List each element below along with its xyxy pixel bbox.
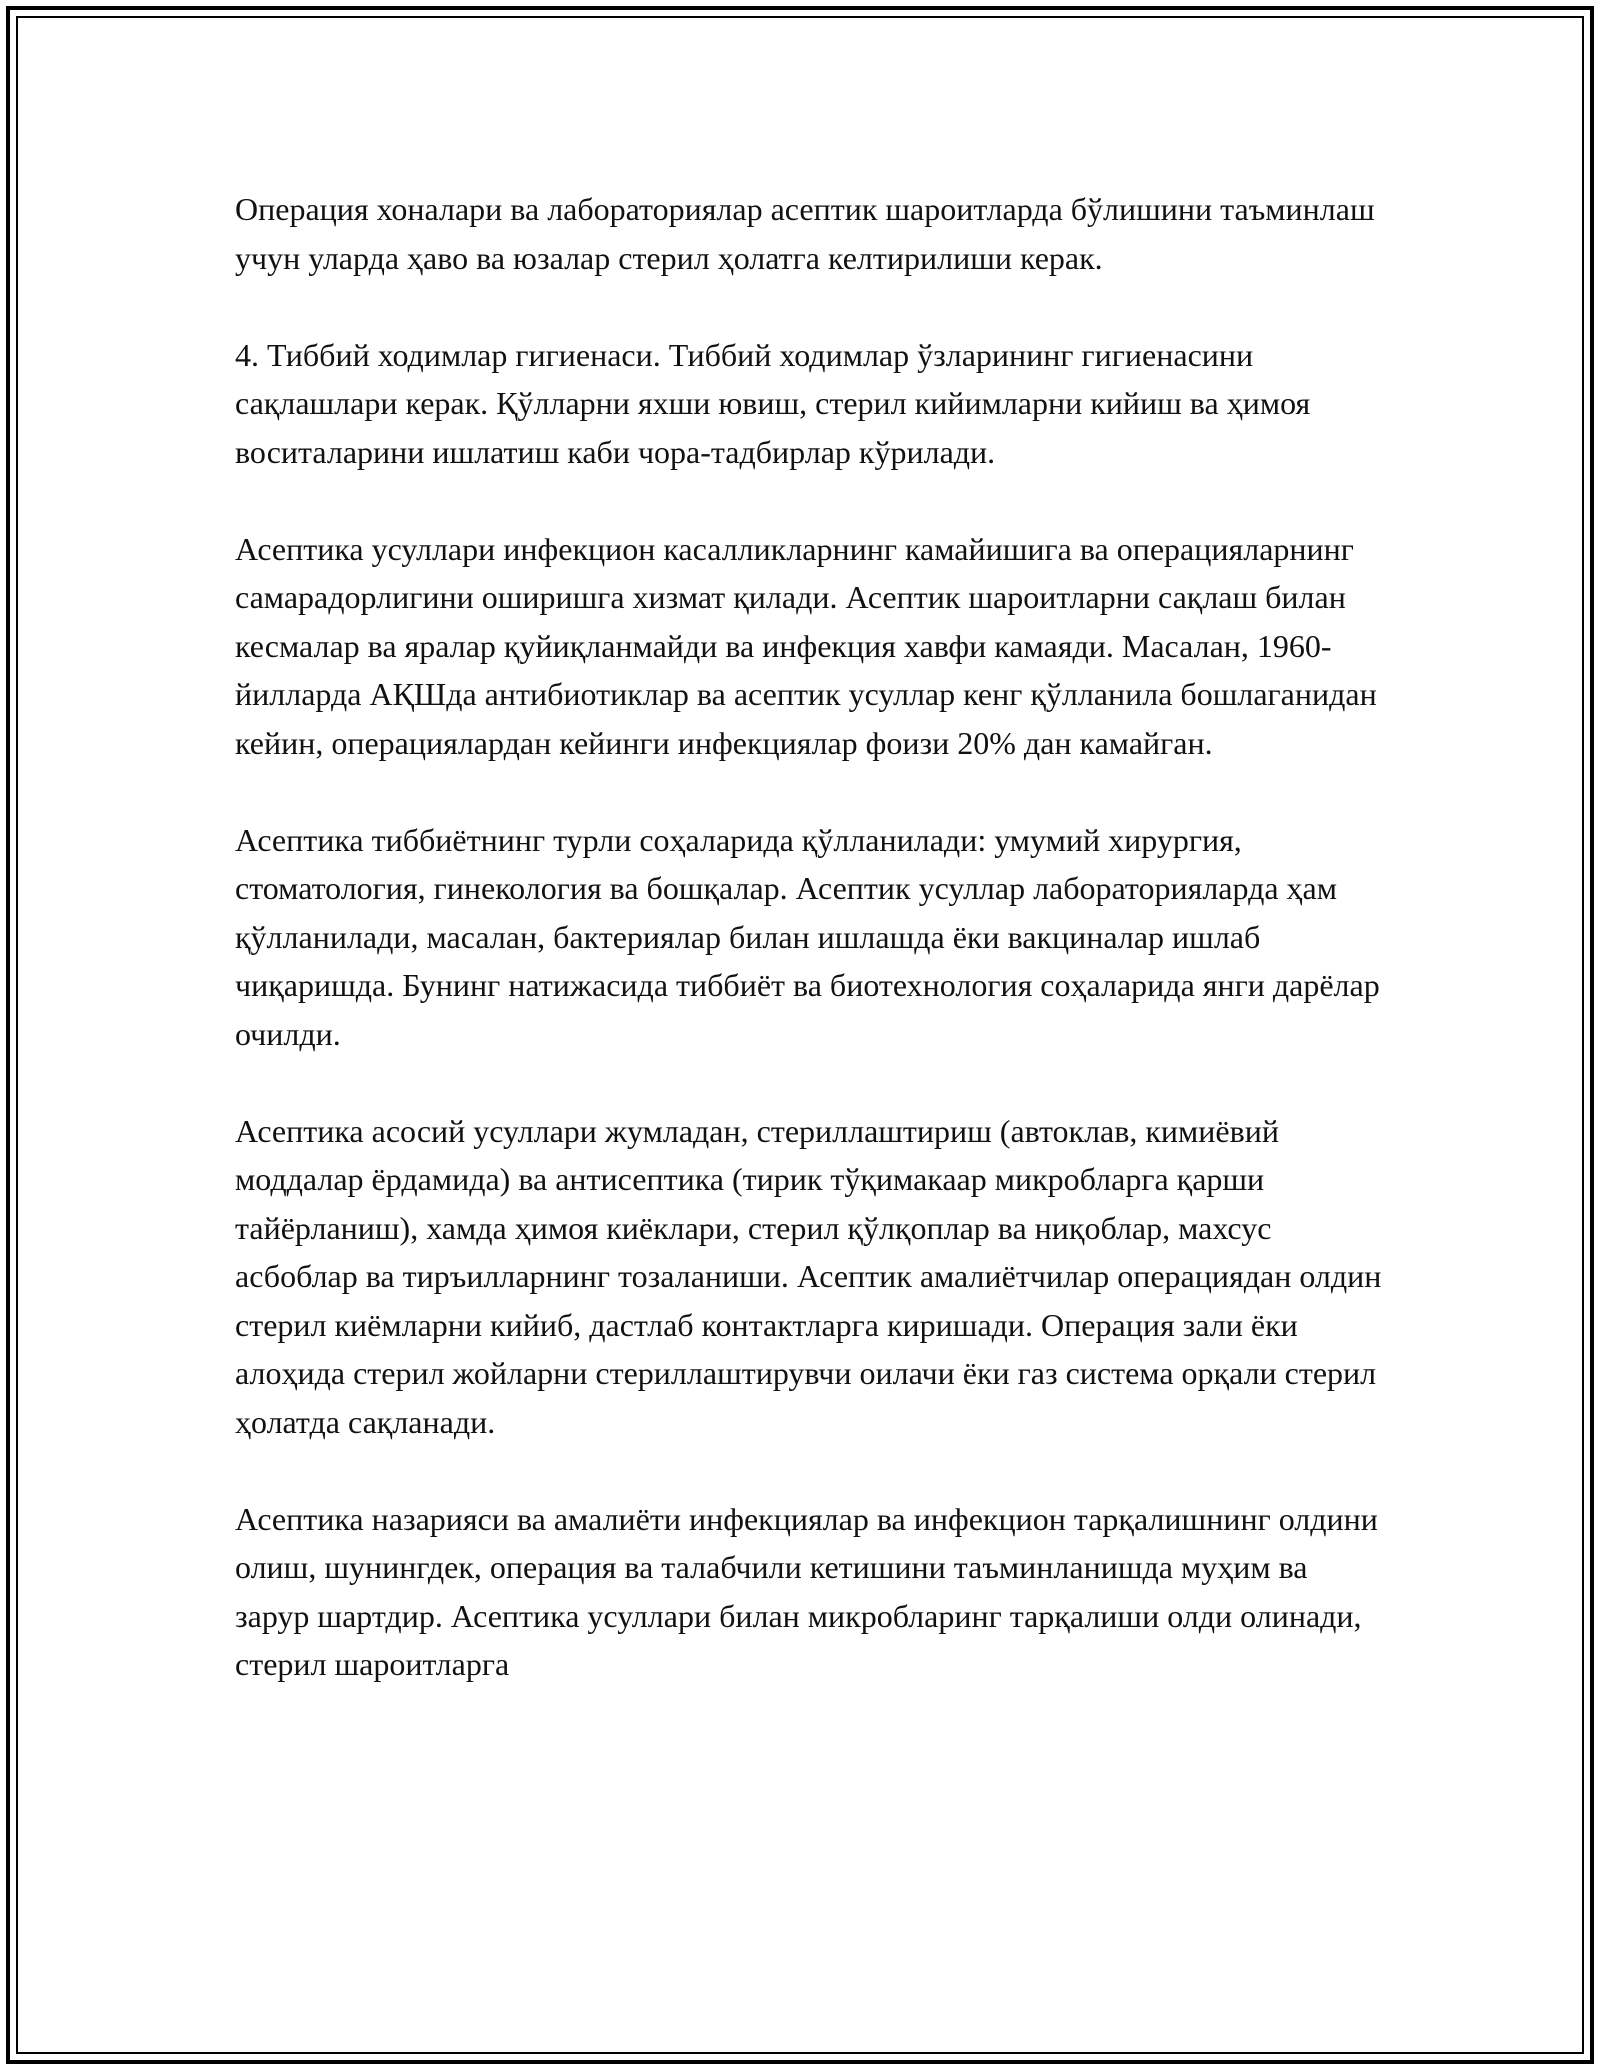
paragraph-2: 4. Тиббий ходимлар гигиенаси. Тиббий ходимлар ўзларининг гигиенасини сақлашлари керак. Қўлларни яхши ювиш, стерил кийимларни кийиш ва ҳимоя воситаларини ишлатиш каби чора-тадбирлар кўрилади.: [235, 336, 1311, 470]
paragraph-1: Операция хоналари ва лабораториялар асептик шароитларда бўлишини таъминлаш учун уларда ҳаво ва юзалар стерил ҳолатга келтирилиши керак.: [235, 191, 1375, 276]
paragraph-4: Асептика тиббиётнинг турли соҳаларида қўлланилади: умумий хирургия, стоматология, гинекология ва бошқалар. Асептик усуллар лабораторияларда ҳам қўлланилади, масалан, бактериялар билан ишлашда ёки вакциналар ишлаб чиқаришда. Бунинг натижасида тиббиёт ва биотехнология соҳаларида янги дарёлар очилди.: [235, 821, 1380, 1052]
document-body: [235, 185, 1385, 1737]
paragraph-3: Асептика усуллари инфекцион касалликларнинг камайишига ва операцияларнинг самарадорлигини оширишга хизмат қилади. Асептик шароитларни сақлаш билан кесмалар ва яралар қуйиқланмайди ва инфекция хавфи камаяди. Масалан, 1960-йилларда АҚШда антибиотиклар ва асептик усуллар кенг қўлланила бошлаганидан кейин, операциялардан кейинги инфекциялар фоизи 20% дан камайган.: [235, 530, 1377, 761]
paragraph-6: Асептика назарияси ва амалиёти инфекциялар ва инфекцион тарқалишнинг олдини олиш, шунингдек, операция ва талабчили кетишини таъминланишда муҳим ва зарур шартдир. Асептика усуллари билан микробларинг тарқалиши олди олинади, стерил шароитларга: [235, 1500, 1378, 1682]
paragraph-5: Асептика асосий усуллари жумладан, стериллаштириш (автоклав, кимиёвий моддалар ёрдамида) ва антисептика (тирик тўқимакаар микробларга қарши тайёрланиш), хамда ҳимоя киёклари, стерил қўлқоплар ва ниқоблар, махсус асбоблар ва тиръилларнинг тозаланиши. Асептик амалиётчилар операциядан олдин стерил киёмларни кийиб, дастлаб контактларга киришади. Операция зали ёки алоҳида стерил жойларни стериллаштирувчи оилачи ёки газ система орқали стерил ҳолатда сақланади.: [235, 1112, 1382, 1440]
